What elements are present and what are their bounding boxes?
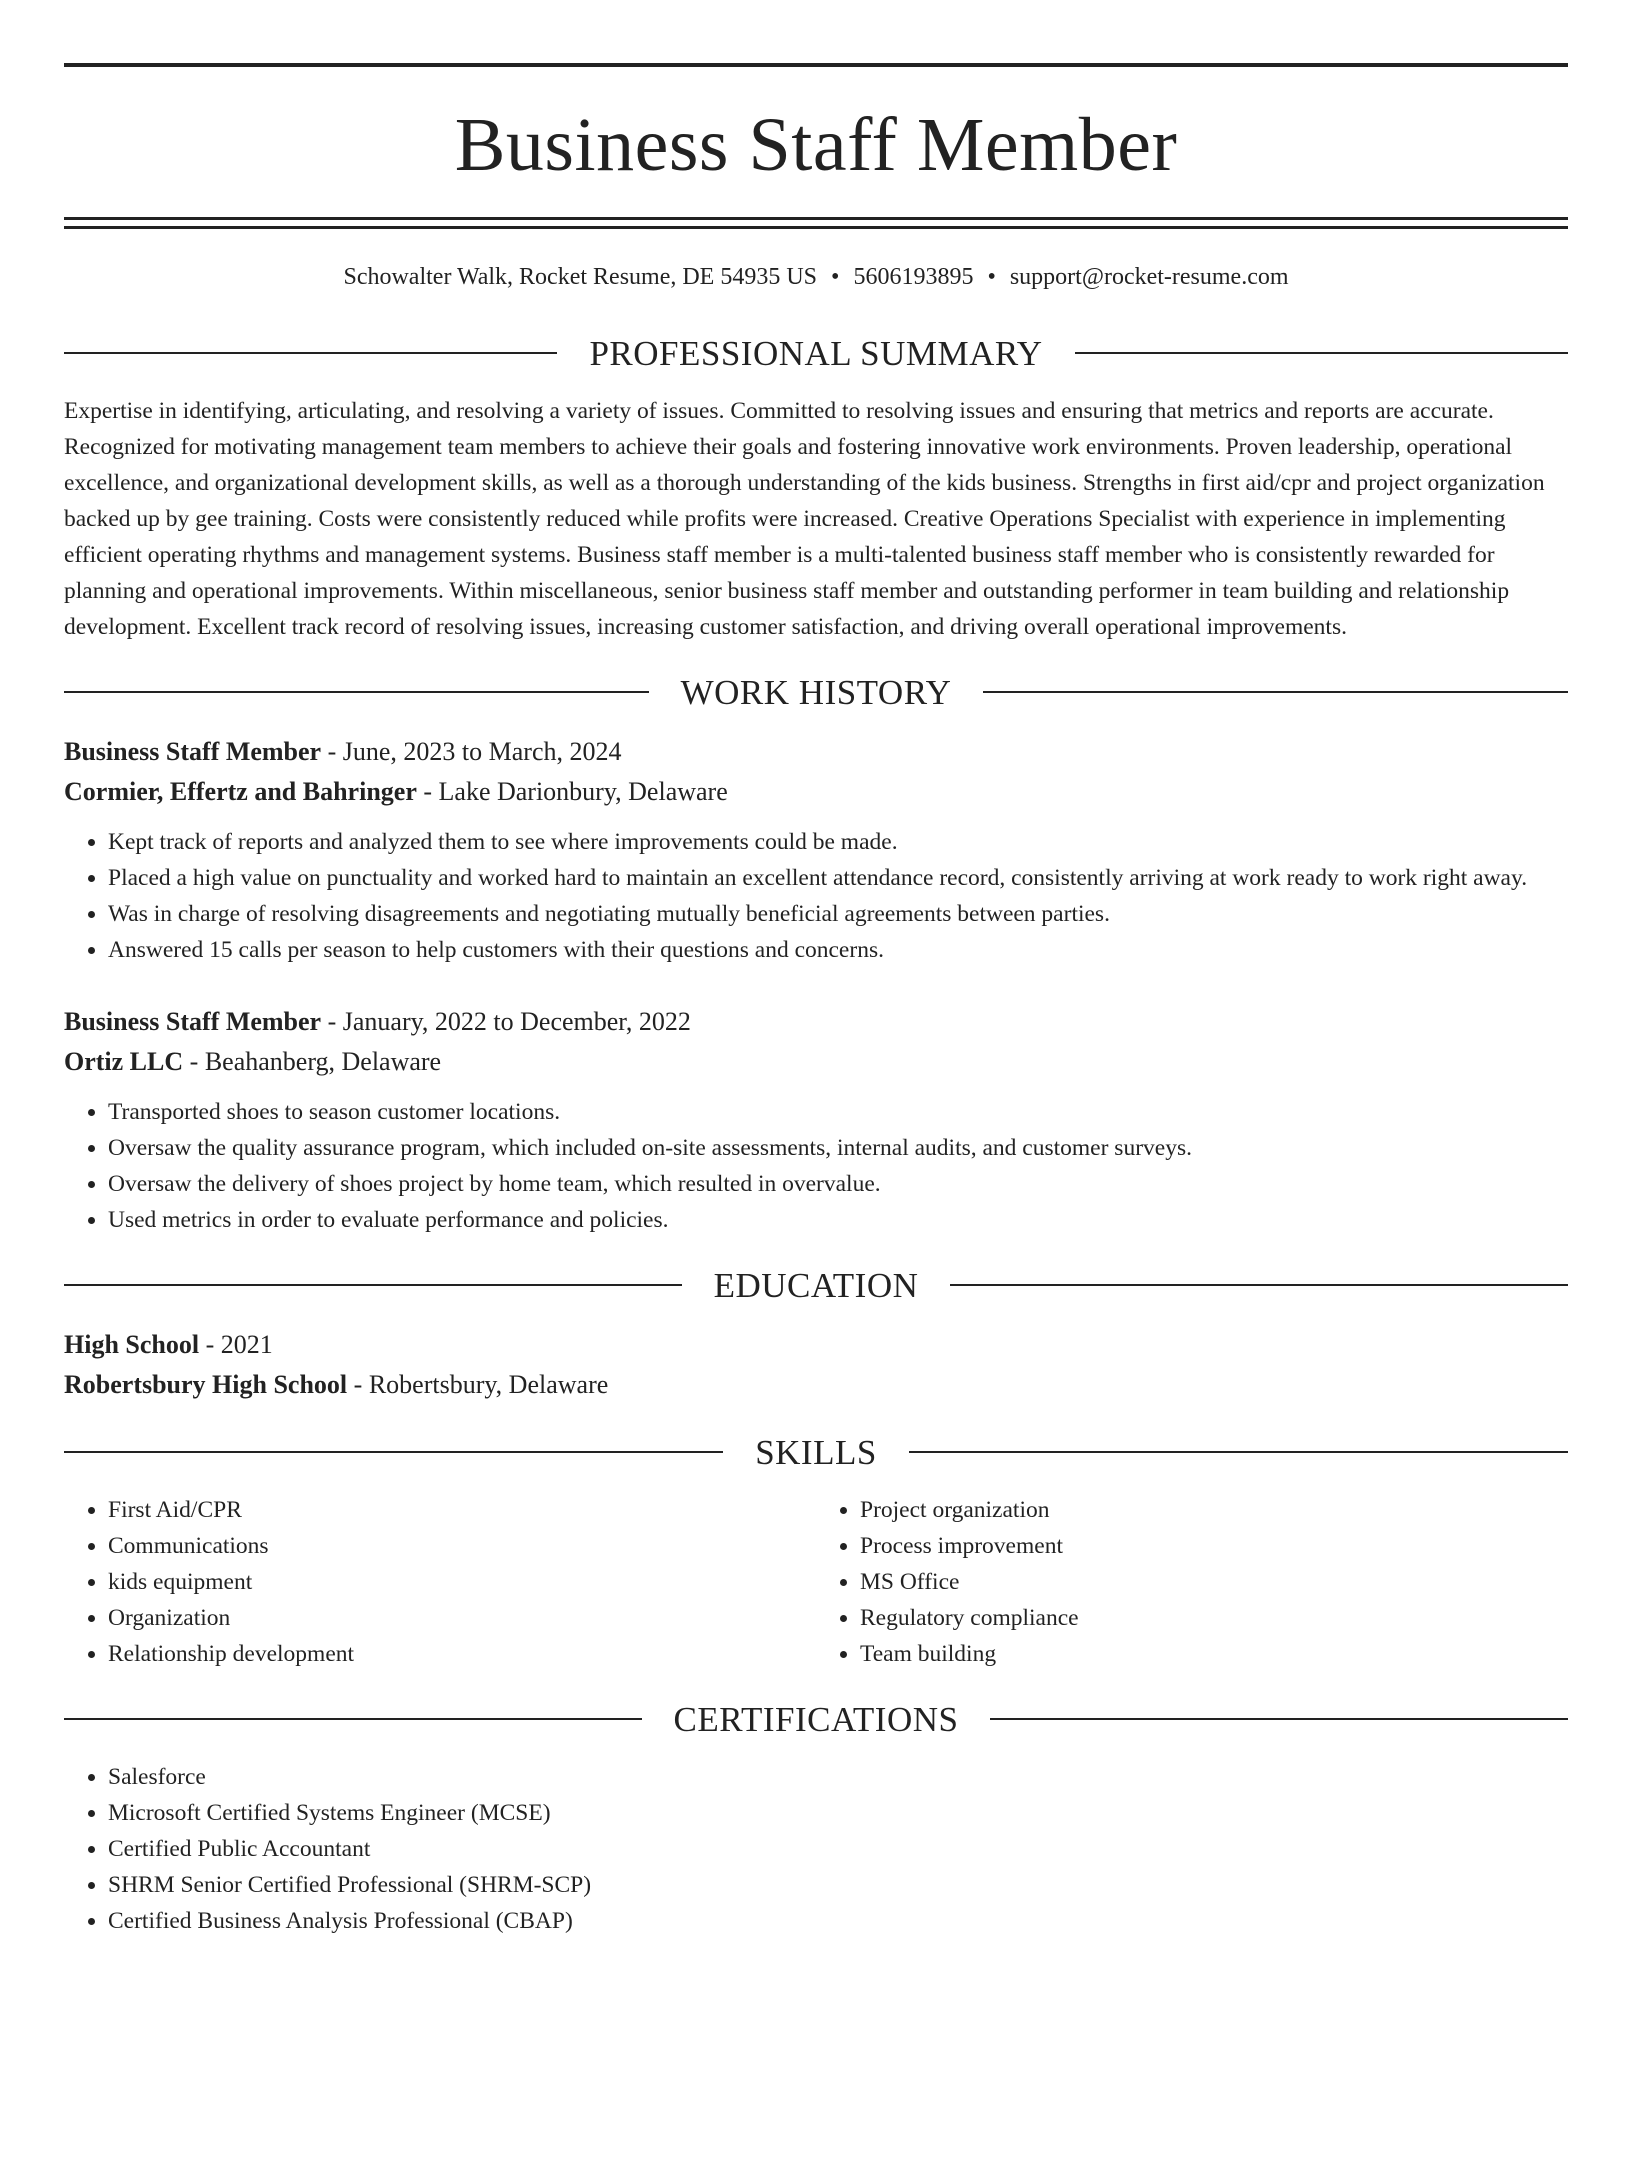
- list-item: • Process improvement: [860, 1528, 1568, 1564]
- job-company-line: [64, 772, 1568, 812]
- list-item: • Relationship development: [108, 1636, 816, 1672]
- section-title-summary: PROFESSIONAL SUMMARY: [589, 333, 1043, 373]
- job-title: Business Staff Member: [64, 1006, 322, 1036]
- education-school-line: [64, 1365, 1568, 1405]
- heading-rule-left: [64, 691, 649, 693]
- job-dates: - June, 2023 to March, 2024: [321, 736, 622, 766]
- job-company: Cormier, Effertz and Bahringer: [64, 776, 417, 806]
- education-degree-line: [64, 1325, 1568, 1365]
- skills-columns: [64, 1492, 1568, 1672]
- section-certifications: [64, 1699, 1568, 1939]
- list-item: • Project organization: [860, 1492, 1568, 1528]
- heading-rule-left: [64, 1284, 682, 1286]
- list-item: • Used metrics in order to evaluate performance and policies.: [108, 1202, 1568, 1238]
- list-item: • Communications: [108, 1528, 816, 1564]
- heading-rule-left: [64, 1718, 642, 1720]
- job-location: - Beahanberg, Delaware: [183, 1046, 442, 1076]
- section-heading: [64, 1699, 1568, 1739]
- heading-rule-right: [983, 691, 1568, 693]
- contact-address: Schowalter Walk, Rocket Resume, DE 54935 US: [343, 264, 818, 290]
- candidate-name: Business Staff Member: [454, 103, 1178, 187]
- list-item: • Microsoft Certified Systems Engineer (MCSE): [108, 1795, 1568, 1831]
- education-school: Robertsbury High School: [64, 1369, 348, 1399]
- list-item: • Organization: [108, 1600, 816, 1636]
- contact-separator: •: [831, 264, 840, 290]
- list-item: • Placed a high value on punctuality and worked hard to maintain an excellent attendance record, consistently arriving at work ready to work right away.: [108, 860, 1568, 896]
- job-entry: [64, 732, 1568, 968]
- list-item: • SHRM Senior Certified Professional (SHRM-SCP): [108, 1867, 1568, 1903]
- job-dates: - January, 2022 to December, 2022: [321, 1006, 691, 1036]
- job-location: - Lake Darionbury, Delaware: [416, 776, 728, 806]
- list-item: • Oversaw the delivery of shoes project by home team, which resulted in overvalue.: [108, 1166, 1568, 1202]
- job-title-line: [64, 732, 1568, 772]
- section-heading: [64, 333, 1568, 373]
- section-title-certifications: CERTIFICATIONS: [673, 1699, 959, 1739]
- job-bullets: [64, 1094, 1568, 1238]
- section-skills: [64, 1432, 1568, 1672]
- section-heading: [64, 672, 1568, 712]
- list-item: • Oversaw the quality assurance program, which included on-site assessments, internal audits, and customer surveys.: [108, 1130, 1568, 1166]
- summary-text: Expertise in identifying, articulating, and resolving a variety of issues. Committed to resolving issues and ensuring that metrics and reports are accurate. Recognized for motivating management team members to achieve their goals and fostering innovative work environments. Proven leadership, operational excellence, and organizational development skills, as well as a thorough understanding of the kids business. Strengths in first aid/cpr and project organization backed up by gee training. Costs were consistently reduced while profits were increased. Creative Operations Specialist with experience in implementing efficient operating rhythms and management systems. Business staff member is a multi-talented business staff member who is consistently rewarded for planning and operational improvements. Within miscellaneous, senior business staff member and outstanding performer in team building and relationship development. Excellent track record of resolving issues, increasing customer satisfaction, and driving overall operational improvements.: [64, 397, 1545, 640]
- certifications-list: [64, 1759, 1568, 1939]
- skills-right-list: [816, 1492, 1568, 1672]
- heading-rule-right: [1075, 352, 1568, 354]
- list-item: • Regulatory compliance: [860, 1600, 1568, 1636]
- list-item: • MS Office: [860, 1564, 1568, 1600]
- list-item: • Certified Business Analysis Professional (CBAP): [108, 1903, 1568, 1939]
- contact-separator: •: [987, 264, 996, 290]
- contact-phone: 5606193895: [853, 264, 974, 290]
- job-bullets: [64, 824, 1568, 968]
- list-item: • Certified Public Accountant: [108, 1831, 1568, 1867]
- heading-rule-left: [64, 1451, 723, 1453]
- list-item: • Answered 15 calls per season to help customers with their questions and concerns.: [108, 932, 1568, 968]
- job-title: Business Staff Member: [64, 736, 322, 766]
- section-summary: [64, 333, 1568, 645]
- top-rule: [64, 63, 1568, 67]
- list-item: • Transported shoes to season customer locations.: [108, 1094, 1568, 1130]
- header-double-rule: [64, 217, 1568, 229]
- section-title-work-history: WORK HISTORY: [680, 672, 952, 712]
- resume-page: [0, 63, 1632, 2175]
- heading-rule-right: [990, 1718, 1568, 1720]
- section-work-history: [64, 672, 1568, 1238]
- skills-left-list: [64, 1492, 816, 1672]
- education-year: - 2021: [199, 1329, 273, 1359]
- heading-rule-right: [950, 1284, 1568, 1286]
- list-item: • Team building: [860, 1636, 1568, 1672]
- job-company-line: [64, 1042, 1568, 1082]
- section-heading: [64, 1432, 1568, 1472]
- contact-line: [64, 263, 1568, 292]
- job-title-line: [64, 1002, 1568, 1042]
- education-degree: High School: [64, 1329, 200, 1359]
- section-title-skills: SKILLS: [755, 1432, 877, 1472]
- education-location: - Robertsbury, Delaware: [347, 1369, 609, 1399]
- section-education: [64, 1265, 1568, 1405]
- job-entry: [64, 1002, 1568, 1238]
- list-item: • kids equipment: [108, 1564, 816, 1600]
- section-title-education: EDUCATION: [713, 1265, 919, 1305]
- job-company: Ortiz LLC: [64, 1046, 184, 1076]
- list-item: • Kept track of reports and analyzed them to see where improvements could be made.: [108, 824, 1568, 860]
- heading-rule-right: [909, 1451, 1568, 1453]
- list-item: • Salesforce: [108, 1759, 1568, 1795]
- contact-email: support@rocket-resume.com: [1009, 264, 1289, 290]
- heading-rule-left: [64, 352, 557, 354]
- list-item: • First Aid/CPR: [108, 1492, 816, 1528]
- list-item: • Was in charge of resolving disagreements and negotiating mutually beneficial agreements between parties.: [108, 896, 1568, 932]
- section-heading: [64, 1265, 1568, 1305]
